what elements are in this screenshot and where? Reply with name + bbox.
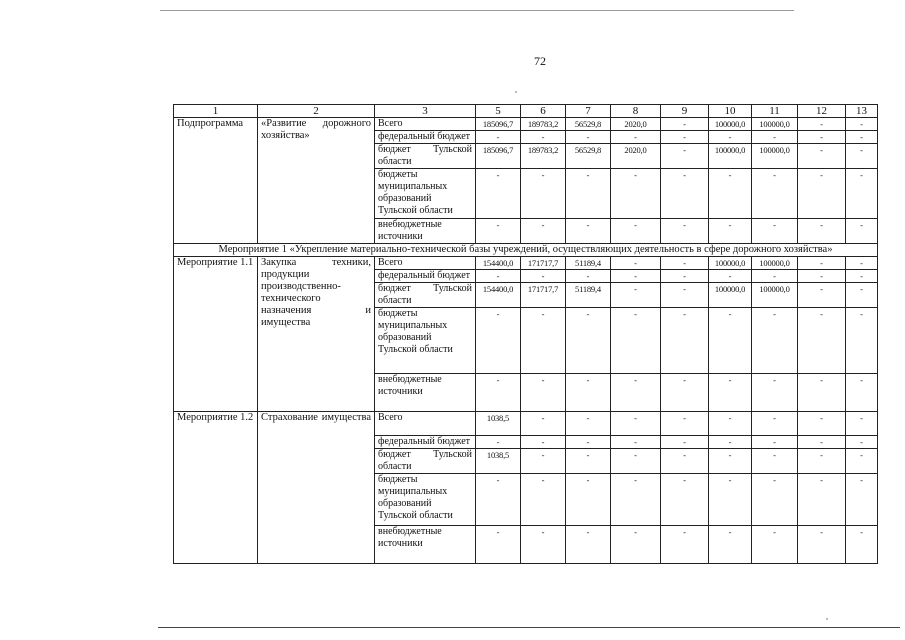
value-cell: -: [709, 412, 752, 436]
value-cell: -: [566, 308, 611, 374]
value-cell: -: [752, 412, 798, 436]
value-cell: -: [846, 412, 878, 436]
measure-label: Мероприятие 1.1: [174, 257, 258, 412]
funding-source: федеральный бюджет: [375, 270, 476, 283]
value-cell: -: [521, 270, 566, 283]
value-cell: -: [661, 526, 709, 564]
value-cell: -: [611, 169, 661, 219]
value-cell: -: [846, 474, 878, 526]
value-cell: -: [709, 374, 752, 412]
value-cell: -: [846, 436, 878, 449]
table-row: [174, 257, 878, 270]
value-cell: 185096,7: [476, 118, 521, 131]
value-cell: -: [611, 283, 661, 308]
value-cell: -: [752, 436, 798, 449]
value-cell: -: [752, 474, 798, 526]
value-cell: -: [709, 436, 752, 449]
bottom-rule: [158, 627, 900, 628]
value-cell: -: [752, 526, 798, 564]
funding-source: бюджеты муниципальных образований Тульской области: [375, 474, 476, 526]
funding-source: бюджеты муниципальных образований Тульской области: [375, 169, 476, 219]
value-cell: -: [752, 374, 798, 412]
value-cell: 2020,0: [611, 118, 661, 131]
value-cell: -: [798, 526, 846, 564]
funding-source: внебюджетные источники: [375, 374, 476, 412]
value-cell: -: [709, 169, 752, 219]
value-cell: -: [709, 308, 752, 374]
funding-source: внебюджетные источники: [375, 526, 476, 564]
value-cell: -: [566, 412, 611, 436]
top-rule: [160, 10, 794, 11]
value-cell: 100000,0: [709, 257, 752, 270]
value-cell: -: [846, 131, 878, 144]
value-cell: -: [521, 131, 566, 144]
value-cell: -: [798, 169, 846, 219]
value-cell: -: [611, 308, 661, 374]
value-cell: -: [661, 118, 709, 131]
value-cell: -: [661, 219, 709, 244]
value-cell: -: [476, 308, 521, 374]
value-cell: -: [566, 374, 611, 412]
header-row: [174, 105, 878, 118]
value-cell: -: [661, 169, 709, 219]
value-cell: -: [476, 436, 521, 449]
funding-source: Всего: [375, 257, 476, 270]
value-cell: -: [798, 449, 846, 474]
value-cell: -: [611, 412, 661, 436]
value-cell: -: [846, 270, 878, 283]
value-cell: -: [798, 308, 846, 374]
value-cell: -: [611, 131, 661, 144]
value-cell: -: [521, 412, 566, 436]
value-cell: 185096,7: [476, 144, 521, 169]
column-header: 10: [709, 105, 752, 118]
value-cell: -: [611, 526, 661, 564]
value-cell: -: [661, 308, 709, 374]
value-cell: -: [798, 283, 846, 308]
value-cell: -: [566, 169, 611, 219]
scan-speck: [515, 91, 517, 93]
value-cell: -: [476, 474, 521, 526]
value-cell: -: [709, 474, 752, 526]
value-cell: -: [476, 526, 521, 564]
value-cell: -: [798, 257, 846, 270]
table-row: [174, 412, 878, 436]
value-cell: -: [709, 449, 752, 474]
value-cell: -: [661, 144, 709, 169]
value-cell: -: [566, 436, 611, 449]
value-cell: -: [798, 374, 846, 412]
value-cell: -: [661, 131, 709, 144]
value-cell: -: [846, 308, 878, 374]
column-header: 1: [174, 105, 258, 118]
funding-source: бюджеты муниципальных образований Тульской области: [375, 308, 476, 374]
value-cell: -: [846, 526, 878, 564]
value-cell: -: [661, 270, 709, 283]
value-cell: -: [566, 449, 611, 474]
value-cell: 100000,0: [709, 144, 752, 169]
column-header: 11: [752, 105, 798, 118]
value-cell: 100000,0: [752, 283, 798, 308]
page-number: 72: [534, 54, 546, 68]
measure-name: Страхование имущества: [258, 412, 375, 564]
value-cell: -: [521, 219, 566, 244]
column-header: 2: [258, 105, 375, 118]
value-cell: 100000,0: [752, 257, 798, 270]
value-cell: -: [566, 219, 611, 244]
value-cell: -: [566, 474, 611, 526]
value-cell: -: [661, 374, 709, 412]
funding-source: федеральный бюджет: [375, 131, 476, 144]
value-cell: -: [566, 270, 611, 283]
value-cell: 154400,0: [476, 257, 521, 270]
value-cell: -: [661, 436, 709, 449]
value-cell: -: [566, 526, 611, 564]
value-cell: -: [611, 270, 661, 283]
value-cell: 1038,5: [476, 412, 521, 436]
measure-label: Мероприятие 1.2: [174, 412, 258, 564]
value-cell: -: [476, 219, 521, 244]
value-cell: -: [798, 144, 846, 169]
value-cell: -: [521, 474, 566, 526]
value-cell: -: [661, 257, 709, 270]
value-cell: -: [798, 412, 846, 436]
value-cell: 100000,0: [752, 144, 798, 169]
table-body: [174, 105, 878, 564]
value-cell: -: [752, 219, 798, 244]
value-cell: 154400,0: [476, 283, 521, 308]
value-cell: -: [521, 526, 566, 564]
value-cell: -: [846, 219, 878, 244]
value-cell: -: [521, 169, 566, 219]
measure-name: «Развитие дорожного хозяйства»: [258, 118, 375, 244]
value-cell: -: [846, 169, 878, 219]
value-cell: -: [611, 219, 661, 244]
value-cell: 171717,7: [521, 283, 566, 308]
value-cell: -: [521, 449, 566, 474]
value-cell: -: [846, 118, 878, 131]
measure-label: Подпрограмма: [174, 118, 258, 244]
value-cell: -: [709, 270, 752, 283]
value-cell: 100000,0: [709, 283, 752, 308]
column-header: 8: [611, 105, 661, 118]
value-cell: -: [661, 449, 709, 474]
value-cell: -: [566, 131, 611, 144]
funding-source: Всего: [375, 118, 476, 131]
funding-source: бюджет Тульской области: [375, 283, 476, 308]
section-row: [174, 244, 878, 257]
value-cell: -: [709, 526, 752, 564]
value-cell: -: [798, 219, 846, 244]
column-header: 6: [521, 105, 566, 118]
value-cell: 189783,2: [521, 118, 566, 131]
value-cell: 1038,5: [476, 449, 521, 474]
value-cell: -: [611, 449, 661, 474]
value-cell: -: [611, 374, 661, 412]
funding-source: Всего: [375, 412, 476, 436]
value-cell: 51189,4: [566, 283, 611, 308]
value-cell: -: [752, 449, 798, 474]
value-cell: -: [846, 257, 878, 270]
section-title: Мероприятие 1 «Укрепление материально-технической базы учреждений, осуществляющих деятельность в сфере дорожного хозяйства»: [174, 244, 878, 257]
budget-table: [173, 104, 878, 564]
column-header: 7: [566, 105, 611, 118]
value-cell: -: [752, 270, 798, 283]
value-cell: 56529,8: [566, 144, 611, 169]
value-cell: -: [752, 131, 798, 144]
value-cell: -: [798, 436, 846, 449]
value-cell: -: [846, 283, 878, 308]
column-header: 9: [661, 105, 709, 118]
column-header: 3: [375, 105, 476, 118]
value-cell: 56529,8: [566, 118, 611, 131]
funding-source: бюджет Тульской области: [375, 449, 476, 474]
value-cell: -: [661, 474, 709, 526]
table-row: [174, 118, 878, 131]
column-header: 12: [798, 105, 846, 118]
value-cell: -: [611, 474, 661, 526]
value-cell: -: [846, 144, 878, 169]
value-cell: -: [476, 270, 521, 283]
value-cell: 51189,4: [566, 257, 611, 270]
value-cell: -: [476, 131, 521, 144]
scan-speck: [826, 618, 828, 620]
measure-name: Закупка техники, продукции производственно-технического назначения и имущества: [258, 257, 375, 412]
value-cell: -: [611, 436, 661, 449]
value-cell: -: [752, 308, 798, 374]
value-cell: -: [798, 474, 846, 526]
value-cell: 100000,0: [752, 118, 798, 131]
funding-source: федеральный бюджет: [375, 436, 476, 449]
value-cell: 100000,0: [709, 118, 752, 131]
value-cell: -: [476, 169, 521, 219]
value-cell: -: [661, 412, 709, 436]
value-cell: -: [752, 169, 798, 219]
column-header: 13: [846, 105, 878, 118]
column-header: 5: [476, 105, 521, 118]
value-cell: -: [521, 436, 566, 449]
value-cell: -: [661, 283, 709, 308]
value-cell: -: [798, 118, 846, 131]
value-cell: -: [521, 308, 566, 374]
value-cell: -: [611, 257, 661, 270]
value-cell: -: [709, 219, 752, 244]
value-cell: -: [846, 374, 878, 412]
value-cell: 2020,0: [611, 144, 661, 169]
value-cell: 171717,7: [521, 257, 566, 270]
value-cell: -: [476, 374, 521, 412]
value-cell: -: [521, 374, 566, 412]
value-cell: -: [798, 131, 846, 144]
value-cell: 189783,2: [521, 144, 566, 169]
value-cell: -: [709, 131, 752, 144]
value-cell: -: [798, 270, 846, 283]
funding-source: внебюджетные источники: [375, 219, 476, 244]
funding-source: бюджет Тульской области: [375, 144, 476, 169]
value-cell: -: [846, 449, 878, 474]
